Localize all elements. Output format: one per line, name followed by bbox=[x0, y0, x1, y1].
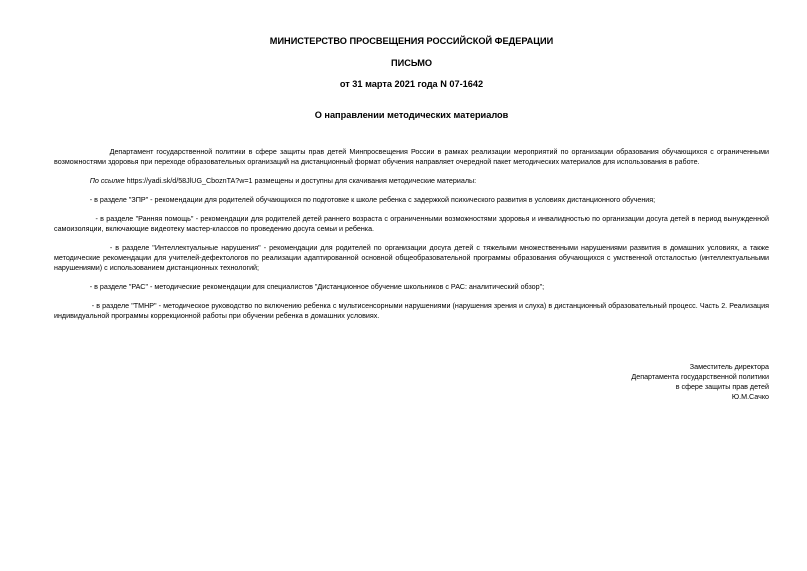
list-item bbox=[54, 195, 769, 205]
document-type: ПИСЬМО bbox=[390, 58, 433, 68]
document-date: от 31 марта 2021 года N 07-1642 bbox=[339, 79, 484, 89]
intro-text: Департамент государственной политики в сфере защиты прав детей Минпросвещения России в рамках реализации мероприятий по организации образования обучающихся с ограниченными возможностями здоровья при переходе образовательных организаций на дистанционный формат обучения направляет очередной пакет методических материалов для использования в работе. bbox=[54, 148, 769, 166]
signature-name: Ю.М.Сачко bbox=[731, 393, 769, 401]
document-header bbox=[54, 0, 769, 121]
list-item-text: - в разделе "РАС" - методические рекомендации для специалистов "Дистанционное обучение школьников с РАС: аналитический обзор"; bbox=[89, 283, 545, 291]
list-item-text: - в разделе "ЗПР" - рекомендации для родителей обучающихся по подготовке к школе ребенка с задержкой психического развития в условиях дистанционного обучения; bbox=[89, 196, 656, 204]
document-subject: О направлении методических материалов bbox=[314, 110, 509, 120]
intro-paragraph bbox=[54, 147, 769, 167]
signature-department: Департамента государственной политики bbox=[631, 373, 769, 381]
link-prefix: По ссылке bbox=[89, 177, 125, 185]
link-paragraph bbox=[54, 176, 769, 186]
signature-position: Заместитель директора bbox=[689, 363, 769, 371]
list-item bbox=[54, 282, 769, 292]
list-item-text: - в разделе "Ранняя помощь" - рекомендации для родителей детей раннего возраста с ограниченными возможностями здоровья и инвалидностью по организации досуга детей в период вынужденной самоизоляции, включающие видеотеку мастер-классов по проведению досуга семьи и ребенка. bbox=[54, 215, 769, 233]
signature-division: в сфере защиты прав детей bbox=[675, 383, 769, 391]
list-item bbox=[54, 214, 769, 234]
list-item-text: - в разделе "Интеллектуальные нарушения" - рекомендации для родителей по организации досуга детей с тяжелыми множественными нарушениями развития в домашних условиях, а также методические рекомендации для учителей-дефектологов по реализации адаптированной основной общеобразовательной программы образования обучающихся с умственной отсталостью (интеллектуальными нарушениями) с использованием дистанционных технологий; bbox=[54, 244, 769, 272]
signature-block bbox=[631, 362, 769, 402]
list-item-text: - в разделе "ТМНР" - методическое руководство по включению ребенка с мультисенсорными нарушениями (нарушения зрения и слуха) в дистанционный образовательный процесс. Часть 2. Реализация индивидуальной программы коррекционной работы при обучении ребенка в домашних условиях. bbox=[54, 302, 769, 320]
list-item bbox=[54, 301, 769, 321]
list-item bbox=[54, 243, 769, 273]
materials-link[interactable]: https://yadi.sk/d/58JlUG_CboznTA?w=1 bbox=[126, 177, 253, 185]
link-suffix: размещены и доступны для скачивания методические материалы: bbox=[252, 177, 477, 185]
document-body bbox=[54, 147, 769, 321]
ministry-title: МИНИСТЕРСТВО ПРОСВЕЩЕНИЯ РОССИЙСКОЙ ФЕДЕРАЦИИ bbox=[269, 36, 554, 46]
